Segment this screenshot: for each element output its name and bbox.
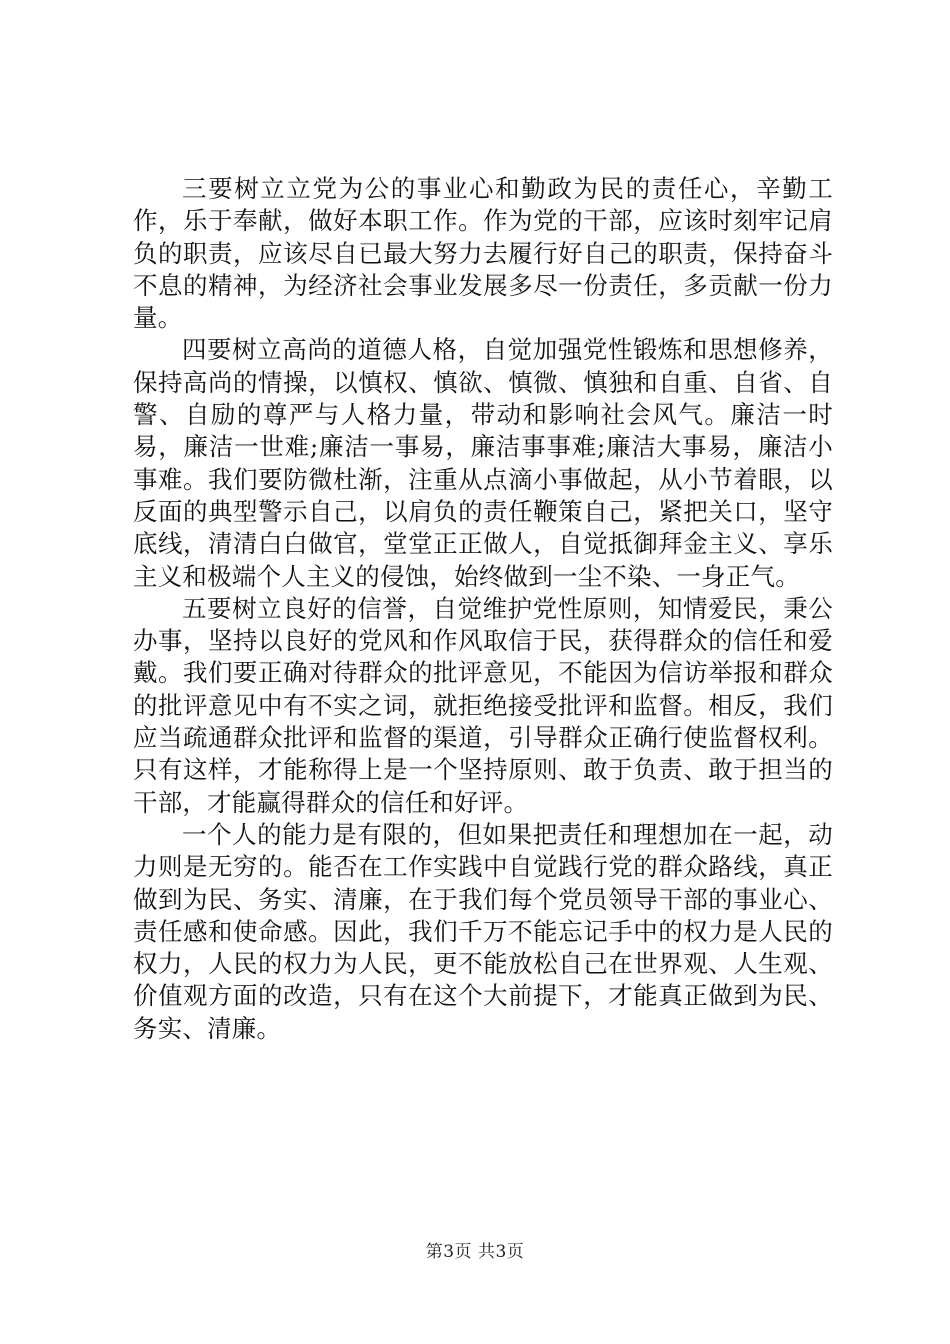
paragraph-2: 四要树立高尚的道德人格，自觉加强党性锻炼和思想修养，保持高尚的情操，以慎权、慎欲、慎微、慎独和自重、自省、自警、自励的尊严与人格力量，带动和影响社会风气。廉洁一时易，廉洁一世难;廉洁一事易，廉洁事事难;廉洁大事易，廉洁小事难。我们要防微杜渐，注重从点滴小事做起，从小节着眼，以反面的典型警示自己，以肩负的责任鞭策自己，紧把关口，坚守底线，清清白白做官，堂堂正正做人，自觉抵御拜金主义、享乐主义和极端个人主义的侵蚀，始终做到一尘不染、一身正气。 [133,335,833,591]
paragraph-1: 三要树立立党为公的事业心和勤政为民的责任心，辛勤工作，乐于奉献，做好本职工作。作为党的干部，应该时刻牢记肩负的职责，应该尽自已最大努力去履行好自己的职责，保持奋斗不息的精神，为经济社会事业发展多尽一份责任，多贡献一份力量。 [133,174,833,333]
paragraph-3: 五要树立良好的信誉，自觉维护党性原则，知情爱民，秉公办事，坚持以良好的党风和作风取信于民，获得群众的信任和爱戴。我们要正确对待群众的批评意见，不能因为信访举报和群众的批评意见中有不实之词，就拒绝接受批评和监督。相反，我们应当疏通群众批评和监督的渠道，引导群众正确行使监督权利。只有这样，才能称得上是一个坚持原则、敢于负责、敢于担当的干部，才能赢得群众的信任和好评。 [133,593,833,817]
paragraph-4: 一个人的能力是有限的，但如果把责任和理想加在一起，动力则是无穷的。能否在工作实践中自觉践行党的群众路线，真正做到为民、务实、清廉，在于我们每个党员领导干部的事业心、责任感和使命感。因此，我们千万不能忘记手中的权力是人民的权力，人民的权力为人民，更不能放松自己在世界观、人生观、价值观方面的改造，只有在这个大前提下，才能真正做到为民、务实、清廉。 [133,819,833,1043]
page-footer: 第3页 共3页 [425,1242,525,1262]
document-body [133,173,833,1045]
